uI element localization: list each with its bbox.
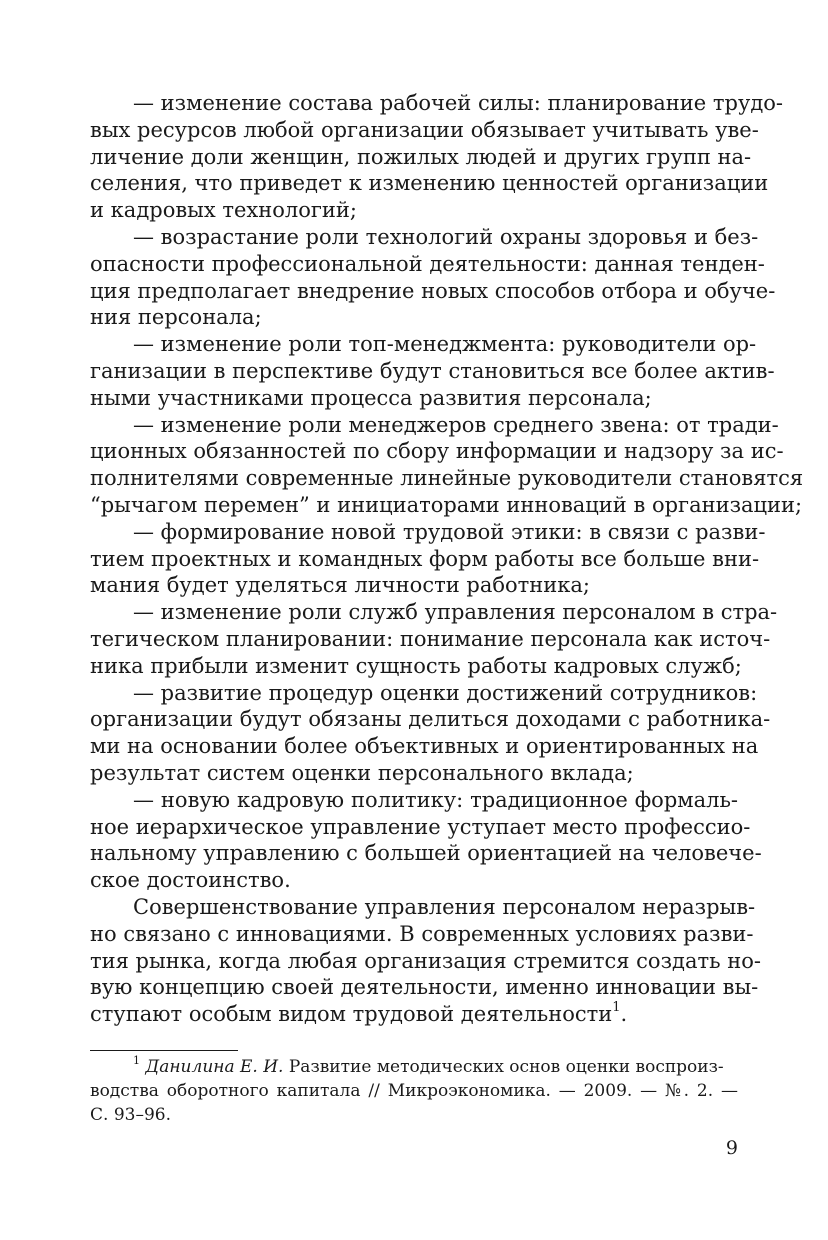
text-line: вых ресурсов любой организации обязывает учитывать уве- (90, 117, 759, 142)
text-line: тия рынка, когда любая организация стремится создать но- (90, 948, 761, 973)
text-line: ганизации в перспективе будут становиться все более актив- (90, 358, 775, 383)
text-line: тием проектных и командных форм работы все больше вни- (90, 546, 760, 571)
text-line-last (90, 1001, 738, 1028)
text-line: Совершенствование управления персоналом неразрыв- (133, 894, 756, 919)
footnote (90, 1055, 738, 1127)
text-line: селения, что приведет к изменению ценностей организации (90, 171, 769, 196)
period: . (620, 1002, 628, 1027)
text-line: — возрастание роли технологий охраны здоровья и без- (133, 224, 759, 249)
footnote-title: Развитие методических основ оценки воспроиз- (283, 1057, 724, 1077)
text-line: — новую кадровую политику: традиционное формаль- (133, 787, 738, 812)
text-line: — изменение состава рабочей силы: планирование трудо- (133, 91, 783, 115)
text-line: опасности профессиональной деятельности: данная тенден- (90, 251, 765, 276)
text-line: мания будет уделяться личности работника; (90, 573, 590, 598)
text-line: ное иерархическое управление уступает место профессио- (90, 814, 751, 839)
text-line: тегическом планировании: понимание персонала как источ- (90, 626, 771, 651)
text-line: ми на основании более объективных и ориентированных на (90, 734, 759, 759)
text-line: — изменение роли топ-менеджмента: руководители ор- (133, 332, 757, 357)
footnote-line (90, 1055, 738, 1079)
text-line: ными участниками процесса развития персонала; (90, 385, 652, 410)
main-text (90, 90, 804, 1028)
text-line: ционных обязанностей по сбору информации и надзору за ис- (90, 439, 784, 464)
text-line: вую концепцию своей деятельности, именно инновации вы- (90, 975, 759, 1000)
text-line: полнителями современные линейные руководители становятся (90, 466, 804, 491)
text-line: — формирование новой трудовой этики: в связи с разви- (133, 519, 766, 544)
text-line: ское достоинство. (90, 868, 291, 893)
text-line: и кадровых технологий; (90, 198, 357, 223)
text-line: — изменение роли менеджеров среднего звена: от тради- (133, 412, 779, 437)
text-line: организации будут обязаны делиться доходами с работника- (90, 707, 771, 732)
text-line: “рычагом перемен” и инициаторами инноваций в организации; (90, 492, 803, 517)
text-line: результат систем оценки персонального вклада; (90, 760, 634, 785)
footnote-number: 1 (133, 1054, 140, 1068)
text-line: личение доли женщин, пожилых людей и других групп на- (90, 144, 752, 169)
footnote-reference: 1 (612, 1000, 621, 1016)
footnote-line: водства оборотного капитала // Микроэкономика. — 2009. — №. 2. — (90, 1081, 738, 1101)
text-line: ция предполагает внедрение новых способов отбора и обуче- (90, 278, 776, 303)
text-line-content: ступают особым видом трудовой деятельности (90, 1002, 613, 1027)
text-line: ника прибыли изменит сущность работы кадровых служб; (90, 653, 742, 678)
footnote-author: Данилина Е. И. (145, 1057, 284, 1077)
text-line: нальному управлению с большей ориентацией на человече- (90, 841, 762, 866)
text-line: но связано с инновациями. В современных условиях разви- (90, 921, 754, 946)
footnote-line: С. 93–96. (90, 1105, 171, 1125)
text-line: ния персонала; (90, 305, 262, 330)
page-number: 9 (725, 1137, 738, 1159)
footnote-separator (90, 1050, 238, 1051)
text-line: — изменение роли служб управления персоналом в стра- (133, 600, 778, 625)
text-line: — развитие процедур оценки достижений сотрудников: (133, 680, 758, 705)
